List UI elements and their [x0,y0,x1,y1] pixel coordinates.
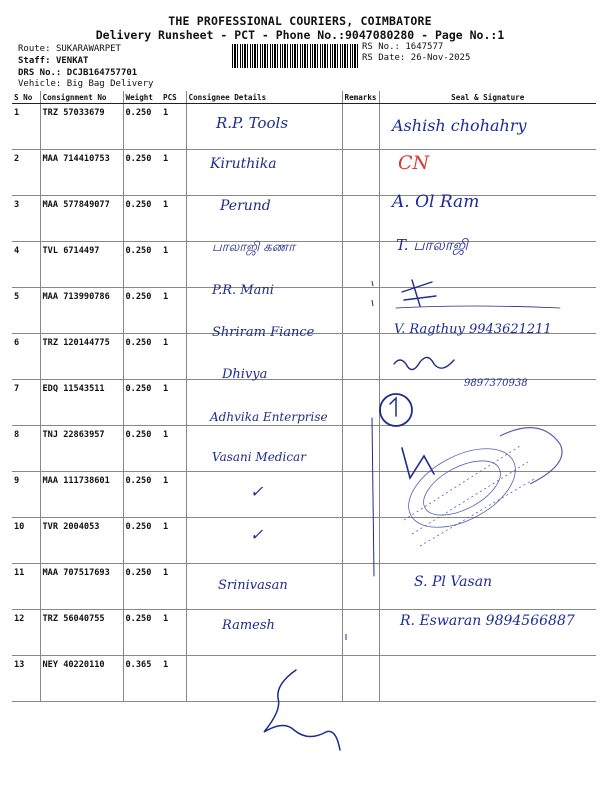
row-sno: 7 [12,380,40,426]
consignee-hw-2: Kiruthika [210,156,277,172]
runsheet-subtitle: Delivery Runsheet - PCT - Phone No.:9047080280 - Page No.:1 [95,28,505,42]
row-consignment: TRZ 56040755 [40,610,123,656]
consignee-hw-6: Shriram Fiance [212,325,315,340]
row-pcs: 1 [161,518,186,564]
signature-hw-4: T. பாலாஜி [396,236,468,254]
row-sno: 10 [12,518,40,564]
signature-hw-6: V. Ragthuy 9943621211 [394,322,552,337]
company-title: THE PROFESSIONAL COURIERS, COIMBATORE [168,14,432,28]
row-sno: 6 [12,334,40,380]
col-seal: Seal & Signature [379,91,596,104]
drs-value: DCJB164757701 [66,68,138,78]
row-consignment: TNJ 22863957 [40,426,123,472]
staff-value: VENKAT [55,56,89,66]
signature-hw-1: Ashish chohahry [392,116,527,135]
row-sno: 5 [12,288,40,334]
row-weight: 0.250 [123,426,161,472]
row-sno: 3 [12,196,40,242]
consignee-hw-10: ✓ [250,482,264,501]
row-sno: 11 [12,564,40,610]
row-pcs: 1 [161,196,186,242]
row-pcs: 1 [161,472,186,518]
consignee-hw-1: R.P. Tools [216,114,289,132]
route-value: SUKARAWARPET [55,44,121,54]
consignee-hw-3: Perund [220,198,271,214]
row-weight: 0.250 [123,610,161,656]
consignee-hw-9: Vasani Medicar [212,450,306,464]
row-pcs: 1 [161,656,186,702]
route-label: Route: [18,44,51,54]
company-seal [396,428,562,546]
row-consignment: MAA 714410753 [40,150,123,196]
row-weight: 0.250 [123,564,161,610]
signature-hw-7: 9897370938 [464,378,528,389]
row-weight: 0.250 [123,380,161,426]
col-pcs: PCS [161,91,186,104]
rs-date-value: 26-Nov-2025 [410,53,471,63]
row-consignment: MAA 577849077 [40,196,123,242]
staff-label: Staff: [18,56,51,66]
row-weight: 0.250 [123,288,161,334]
row-pcs: 1 [161,242,186,288]
rs-date-label: RS Date: [362,53,406,63]
consignee-hw-7: Dhivya [222,367,268,382]
vehicle-label: Vehicle: [18,79,62,89]
bottom-scribble [264,670,340,750]
consignee-hw-8: Adhvika Enterprise [210,410,328,424]
row-weight: 0.250 [123,196,161,242]
consignee-hw-12: Srinivasan [218,578,288,593]
signature-hw-13: R. Eswaran 9894566887 [400,613,575,629]
row-pcs: 1 [161,150,186,196]
row-sno: 4 [12,242,40,288]
row-consignment: MAA 707517693 [40,564,123,610]
row9-scribble [402,448,434,478]
row-consignment: TVR 2004053 [40,518,123,564]
signature-hw-3: A. Ol Ram [392,192,480,212]
row-weight: 0.250 [123,334,161,380]
row-weight: 0.250 [123,150,161,196]
signature-hw-2: CN [398,152,430,174]
row5-mark [402,280,436,306]
row-pcs: 1 [161,610,186,656]
row-sno: 2 [12,150,40,196]
vehicle-value: Big Bag Delivery [66,79,154,89]
remarks-ticks [346,281,373,640]
row-consignment: EDQ 11543511 [40,380,123,426]
col-sno: S No [12,91,40,104]
row-weight: 0.250 [123,104,161,150]
row-pcs: 1 [161,380,186,426]
consignee-hw-11: ✓ [250,525,264,544]
row-pcs: 1 [161,564,186,610]
rs-no-label: RS No.: [362,42,400,52]
drs-label: DRS No.: [18,68,62,78]
row-pcs: 1 [161,334,186,380]
col-consignment: Consignment No [40,91,123,104]
row-weight: 0.250 [123,242,161,288]
row-pcs: 1 [161,288,186,334]
row-consignment: MAA 713990786 [40,288,123,334]
consignee-hw-5: P.R. Mani [212,283,274,298]
row-pcs: 1 [161,104,186,150]
consignee-hw-13: Ramesh [222,618,275,633]
row-weight: 0.365 [123,656,161,702]
col-remarks: Remarks [342,91,379,104]
row-sno: 12 [12,610,40,656]
row-sno: 9 [12,472,40,518]
col-consignee: Consignee Details [186,91,342,104]
row-weight: 0.250 [123,518,161,564]
row7-scribble [394,357,454,369]
row-pcs: 1 [161,426,186,472]
row-sno: 13 [12,656,40,702]
row-consignment: NEY 40220110 [40,656,123,702]
row-sno: 8 [12,426,40,472]
row-consignment: TRZ 57033679 [40,104,123,150]
row-consignment: TRZ 120144775 [40,334,123,380]
signature-hw-12: S. Pl Vasan [414,574,493,590]
rs-no-value: 1647577 [405,42,444,52]
row-sno: 1 [12,104,40,150]
row-consignment: TVL 6714497 [40,242,123,288]
col-weight: Weight [123,91,161,104]
consignee-hw-4: பாலாஜி கணா [212,240,296,255]
row-weight: 0.250 [123,472,161,518]
row-consignment: MAA 111738601 [40,472,123,518]
